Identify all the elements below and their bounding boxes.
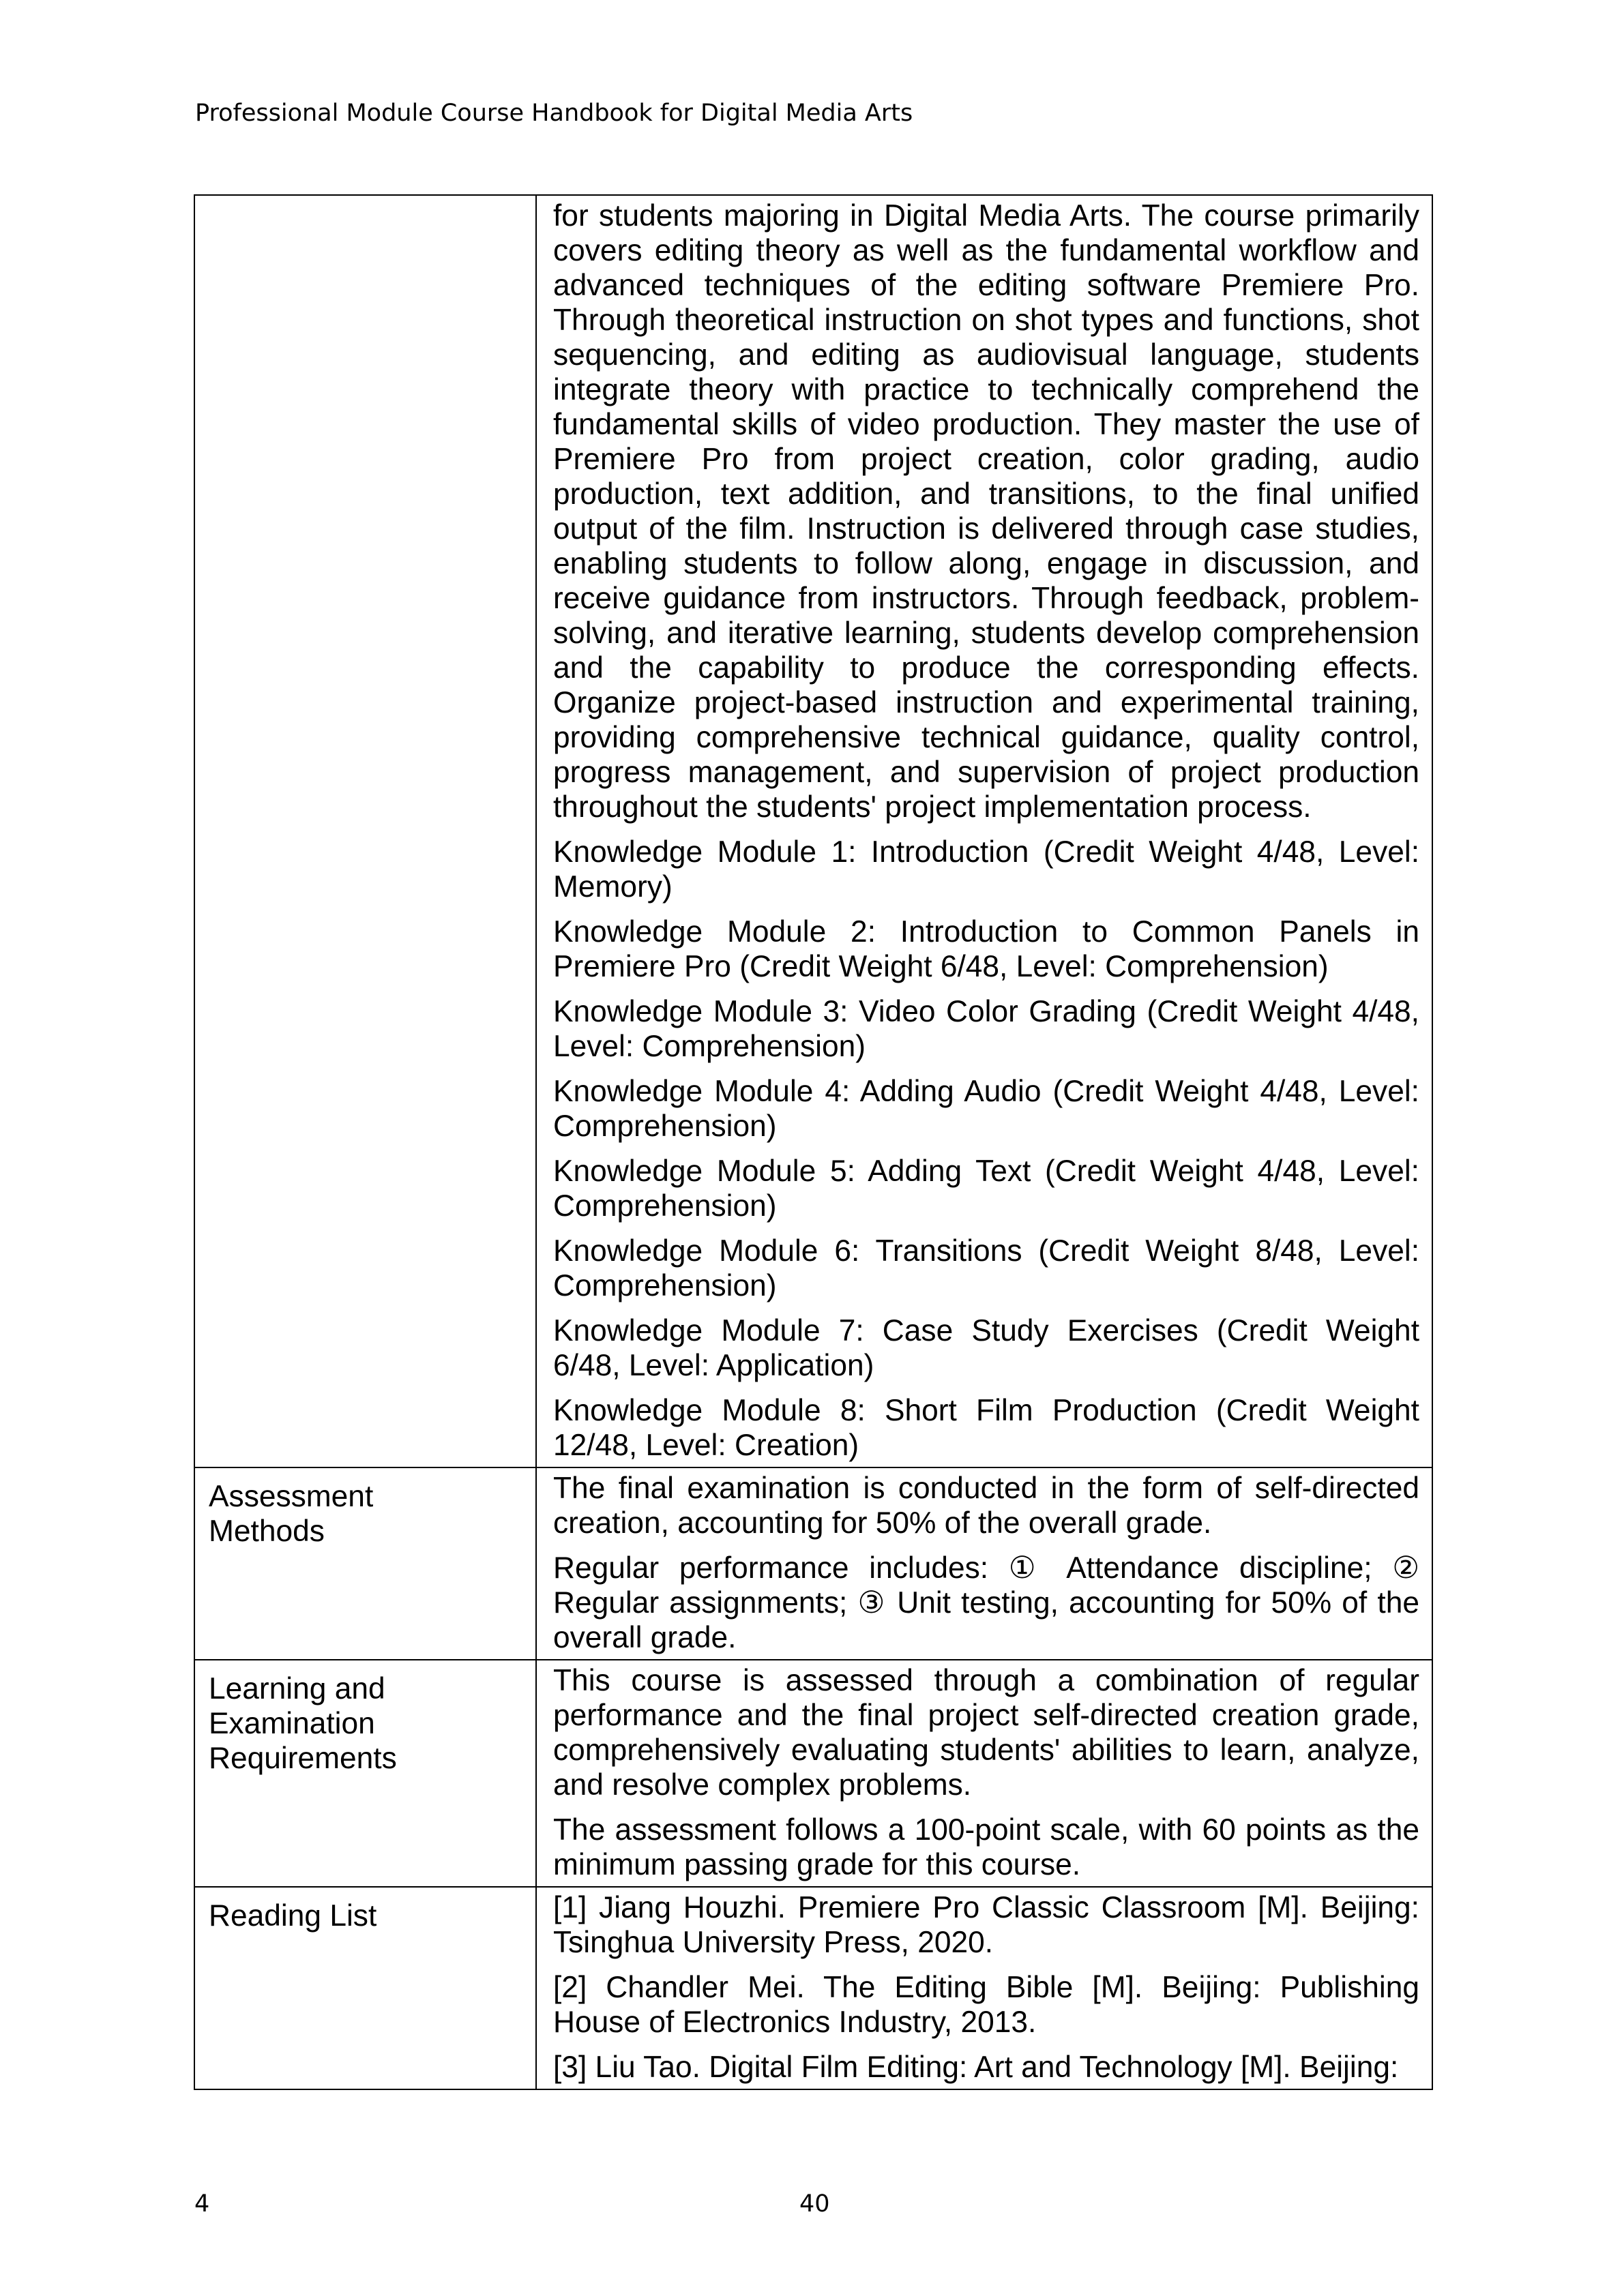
content-cell-assessment bbox=[536, 1467, 1432, 1660]
reading-item: [3] Liu Tao. Digital Film Editing: Art and Technology [M]. Beijing: bbox=[553, 2051, 1399, 2084]
requirements-paragraph: This course is assessed through a combination of regular performance and the final project self-directed creation grade, comprehensively evaluating students' abilities to learn, analyze, and resolve complex problems. bbox=[553, 1664, 1419, 1802]
requirements-label-line: Examination bbox=[209, 1707, 375, 1740]
assessment-paragraph: Regular performance includes: ① Attendance discipline; ② Regular assignments; ③ Unit testing, accounting for 50% of the overall grade. bbox=[553, 1551, 1419, 1654]
module-item: Knowledge Module 5: Adding Text (Credit Weight 4/48, Level: Comprehension) bbox=[553, 1154, 1419, 1223]
requirements-paragraph: The assessment follows a 100-point scale, with 60 points as the minimum passing grade for this course. bbox=[553, 1813, 1419, 1881]
table-row-assessment bbox=[194, 1467, 1432, 1660]
label-cell-reading bbox=[194, 1887, 536, 2089]
label-cell-assessment bbox=[194, 1467, 536, 1660]
course-table bbox=[194, 194, 1433, 2090]
label-cell-requirements bbox=[194, 1660, 536, 1887]
content-cell-requirements bbox=[536, 1660, 1432, 1887]
content-cell-reading bbox=[536, 1887, 1432, 2089]
running-header: Professional Module Course Handbook for Digital Media Arts bbox=[195, 100, 913, 127]
reading-label: Reading List bbox=[209, 1899, 377, 1933]
module-item: Knowledge Module 6: Transitions (Credit Weight 8/48, Level: Comprehension) bbox=[553, 1234, 1419, 1302]
assessment-label-line: Assessment bbox=[209, 1480, 374, 1513]
module-item: Knowledge Module 8: Short Film Production (Credit Weight 12/48, Level: Creation) bbox=[553, 1394, 1419, 1462]
table-row-reading bbox=[194, 1887, 1432, 2089]
module-item: Knowledge Module 4: Adding Audio (Credit Weight 4/48, Level: Comprehension) bbox=[553, 1075, 1419, 1143]
label-cell-empty bbox=[194, 195, 536, 1467]
requirements-label-line: Requirements bbox=[209, 1742, 397, 1775]
module-item: Knowledge Module 1: Introduction (Credit Weight 4/48, Level: Memory) bbox=[553, 835, 1419, 904]
module-item: Knowledge Module 3: Video Color Grading (Credit Weight 4/48, Level: Comprehension) bbox=[553, 995, 1419, 1063]
assessment-label-line: Methods bbox=[209, 1515, 325, 1548]
reading-item: [2] Chandler Mei. The Editing Bible [M]. Beijing: Publishing House of Electronics Industry, 2013. bbox=[553, 1971, 1419, 2039]
requirements-label-line: Learning and bbox=[209, 1672, 385, 1705]
reading-item: [1] Jiang Houzhi. Premiere Pro Classic Classroom [M]. Beijing: Tsinghua University Press, 2020. bbox=[553, 1891, 1419, 1959]
assessment-paragraph: The final examination is conducted in the form of self-directed creation, accounting for 50% of the overall grade. bbox=[553, 1472, 1419, 1540]
page-number-left: 4 bbox=[194, 2190, 210, 2218]
module-item: Knowledge Module 7: Case Study Exercises (Credit Weight 6/48, Level: Application) bbox=[553, 1314, 1419, 1382]
table-row-description bbox=[194, 195, 1432, 1467]
table-row-requirements bbox=[194, 1660, 1432, 1887]
content-cell-description bbox=[536, 195, 1432, 1467]
page-number-center: 40 bbox=[799, 2190, 830, 2218]
description-paragraph: for students majoring in Digital Media Arts. The course primarily covers editing theory as well as the fundamental workflow and advanced techniques of the editing software Premiere Pro. Through theoretical instruction on shot types and functions, shot sequencing, and editing as audiovisual language, students integrate theory with practice to technically comprehend the fundamental skills of video production. They master the use of Premiere Pro from project creation, color grading, audio production, text addition, and transitions, to the final unified output of the film. Instruction is delivered through case studies, enabling students to follow along, engage in discussion, and receive guidance from instructors. Through feedback, problem-solving, and iterative learning, students develop comprehension and the capability to produce the corresponding effects. Organize project-based instruction and experimental training, providing comprehensive technical guidance, quality control, progress management, and supervision of project production throughout the students' project implementation process. bbox=[553, 199, 1419, 824]
module-item: Knowledge Module 2: Introduction to Common Panels in Premiere Pro (Credit Weight 6/48, Level: Comprehension) bbox=[553, 915, 1419, 983]
